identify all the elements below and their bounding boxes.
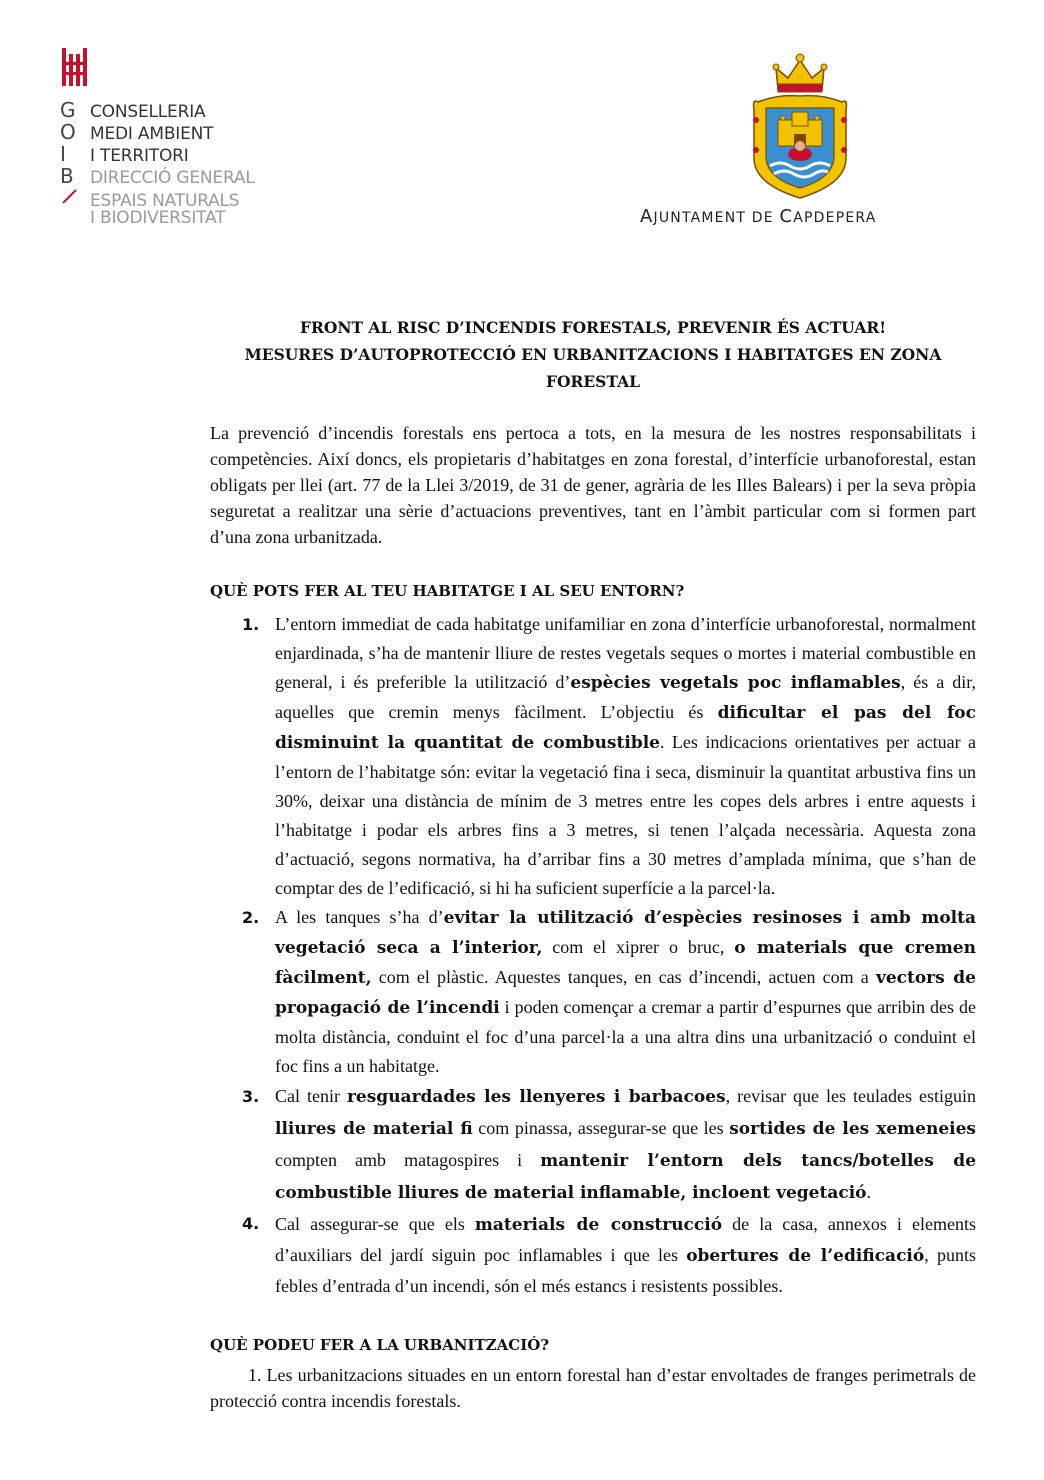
goib-line-territori: I TERRITORI bbox=[90, 146, 189, 166]
goib-line-espais: ESPAIS NATURALS bbox=[90, 191, 240, 211]
list-item-number: 2. bbox=[242, 908, 260, 927]
goib-letter-b: B bbox=[60, 164, 74, 188]
section-heading-urbanitzacio: QUÈ PODEU FER A LA URBANITZACIÓ? bbox=[210, 1336, 550, 1354]
ajuntament-de-capdepera: AJUNTAMENT DE CAPDEPERA bbox=[640, 206, 877, 227]
title-line-1: FRONT AL RISC D’INCENDIS FORESTALS, PREVENIR ÉS ACTUAR! bbox=[299, 318, 887, 337]
goib-letter-i: I bbox=[60, 142, 66, 166]
title-line-3: FORESTAL bbox=[545, 372, 640, 391]
list-item: 4. Cal assegurar-se que els materials de construcció de la casa, annexos i elements d’auxiliars del jardí siguin poc inflamables i que les obertures de l’edificació, punts febles d’entrada d’un incendi, són el més estancs i resistents possibles. bbox=[210, 1209, 976, 1301]
goib-letter-g: G bbox=[60, 98, 76, 122]
intro-paragraph: La prevenció d’incendis forestals ens pertoca a tots, en la mesura de les nostres responsabilitats i competències. Així doncs, els propietaris d’habitatges en zona forestal, d’interfície urbanoforestal, estan obligats per llei (art. 77 de la Llei 3/2019, de 31 de gener, agrària de les Illes Balears) i per la seva pròpia seguretat a realitzar una sèrie d’actuacions preventives, tant en l’àmbit particular com si formen part d’una zona urbanitzada. bbox=[210, 423, 976, 547]
section-heading-habitatge: QUÈ POTS FER AL TEU HABITATGE I AL SEU ENTORN? bbox=[210, 582, 685, 600]
document-title bbox=[210, 314, 976, 395]
list-item: 3. Cal tenir resguardades les llenyeres i barbacoes, revisar que les teulades estiguin lliures de material fi com pinassa, assegurar-se que les sortides de les xemeneies compten amb matagospires i mantenir l’entorn dels tancs/botelles de combustible lliures de material inflamable, incloent vegetació. bbox=[210, 1081, 976, 1209]
goib-line-conselleria: CONSELLERIA bbox=[90, 102, 206, 122]
goib-letter-o: O bbox=[60, 120, 76, 144]
list-item: 2. A les tanques s’ha d’evitar la utilització d’espècies resinoses i amb molta vegetació seca a l’interior, com el xiprer o bruc, o materials que cremen fàcilment, com el plàstic. Aquestes tanques, en cas d’incendi, actuen com a vectors de propagació de l’incendi i poden començar a cremar a partir d’espurnes que arribin des de molta distància, conduint el foc d’una parcel·la a una altra dins una urbanització o conduint el foc fins a un habitatge. bbox=[210, 903, 976, 1081]
capdepera-crest-icon bbox=[748, 50, 852, 200]
habitatge-measures-list bbox=[210, 610, 976, 1301]
list-item-number: 1. bbox=[242, 615, 260, 634]
goib-line-biodiversitat: I BIODIVERSITAT bbox=[90, 208, 226, 228]
list-item-number: 4. bbox=[242, 1214, 260, 1233]
goib-line-medi-ambient: MEDI AMBIENT bbox=[90, 124, 214, 144]
list-item-number: 3. bbox=[242, 1087, 260, 1106]
list-item: 1. L’entorn immediat de cada habitatge unifamiliar en zona d’interfície urbanoforestal, normalment enjardinada, s’ha de mantenir lliure de restes vegetals seques o mortes i material combustible en general, i és preferible la utilització d’espècies vegetals poc inflamables, és a dir, aquelles que cremin menys fàcilment. L’objectiu és dificultar el pas del foc disminuint la quantitat de combustible. Les indicacions orientatives per actuar a l’entorn de l’habitatge són: evitar la vegetació fina i seca, disminuir la quantitat arbustiva fins un 30%, deixar una distància de mínim de 3 metres entre les copes dels arbres i entre aquests i l’habitatge i podar els arbres fins a 3 metres, si tenen l’alçada necessària. Aquesta zona d’actuació, segons normativa, ha d’arribar fins a 30 metres d’amplada mínima, que s’han de comptar des de l’edificació, si hi ha suficient superfície a la parcel·la. bbox=[210, 610, 976, 903]
goib-slash-icon bbox=[60, 186, 90, 211]
goib-logo bbox=[60, 46, 320, 236]
goib-emblem-icon bbox=[62, 48, 88, 86]
urbanitzacio-paragraph: 1. Les urbanitzacions situades en un entorn forestal han d’estar envoltades de franges perimetrals de protecció contra incendis forestals. bbox=[210, 1365, 976, 1411]
goib-line-direccio: DIRECCIÓ GENERAL bbox=[90, 168, 255, 188]
title-line-2: MESURES D’AUTOPROTECCIÓ EN URBANITZACIONS I HABITATGES EN ZONA bbox=[244, 345, 942, 364]
